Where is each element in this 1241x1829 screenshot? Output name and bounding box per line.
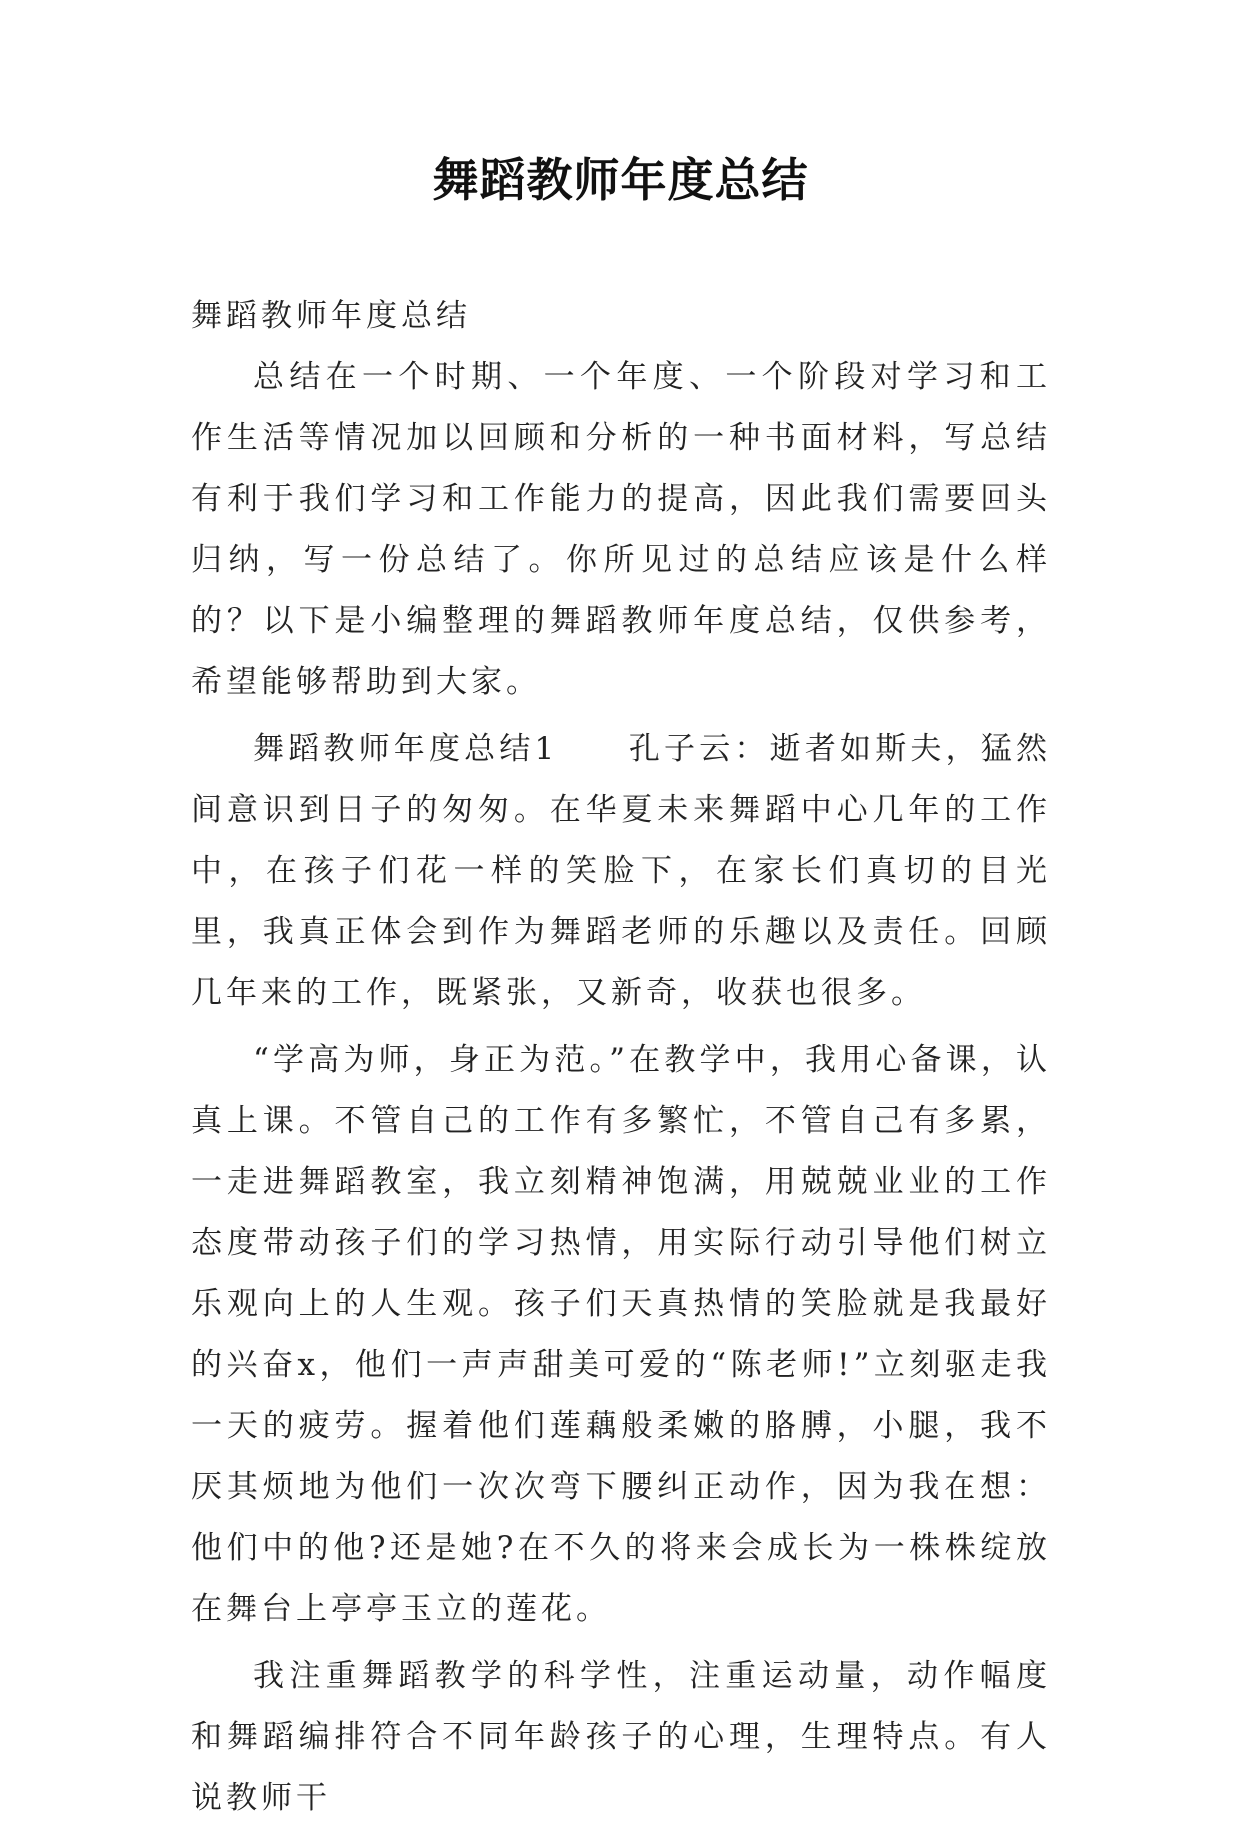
paragraph-section-1: 舞蹈教师年度总结1 孔子云：逝者如斯夫，猛然间意识到日子的匆匆。在华夏未来舞蹈中心几年的工作中，在孩子们花一样的笑脸下，在家长们真切的目光里，我真正体会到作为舞蹈老师的乐趣以及责任。回顾几年来的工作，既紧张，又新奇，收获也很多。 <box>191 731 1051 1011</box>
paragraph-intro: 总结在一个时期、一个年度、一个阶段对学习和工作生活等情况加以回顾和分析的一种书面材料，写总结有利于我们学习和工作能力的提高，因此我们需要回头归纳，写一份总结了。你所见过的总结应该是什么样的？以下是小编整理的舞蹈教师年度总结，仅供参考，希望能够帮助到大家。 <box>191 359 1051 700</box>
document-subtitle: 舞蹈教师年度总结 <box>191 298 471 334</box>
paragraph-teaching: “学高为师，身正为范。”在教学中，我用心备课，认真上课。不管自己的工作有多繁忙，不管自己有多累，一走进舞蹈教室，我立刻精神饱满，用兢兢业业的工作态度带动孩子们的学习热情，用实际行动引导他们树立乐观向上的人生观。孩子们天真热情的笑脸就是我最好的兴奋x，他们一声声甜美可爱的“陈老师!”立刻驱走我一天的疲劳。握着他们莲藕般柔嫩的胳膊，小腿，我不厌其烦地为他们一次次弯下腰纠正动作，因为我在想：他们中的他?还是她?在不久的将来会成长为一株株绽放在舞台上亭亭玉立的莲花。 <box>191 1042 1051 1627</box>
document-body <box>191 286 1051 1829</box>
paragraph-scientific: 我注重舞蹈教学的科学性，注重运动量，动作幅度和舞蹈编排符合不同年龄孩子的心理，生理特点。有人说教师干 <box>191 1658 1051 1816</box>
document-title: 舞蹈教师年度总结 <box>432 153 809 207</box>
